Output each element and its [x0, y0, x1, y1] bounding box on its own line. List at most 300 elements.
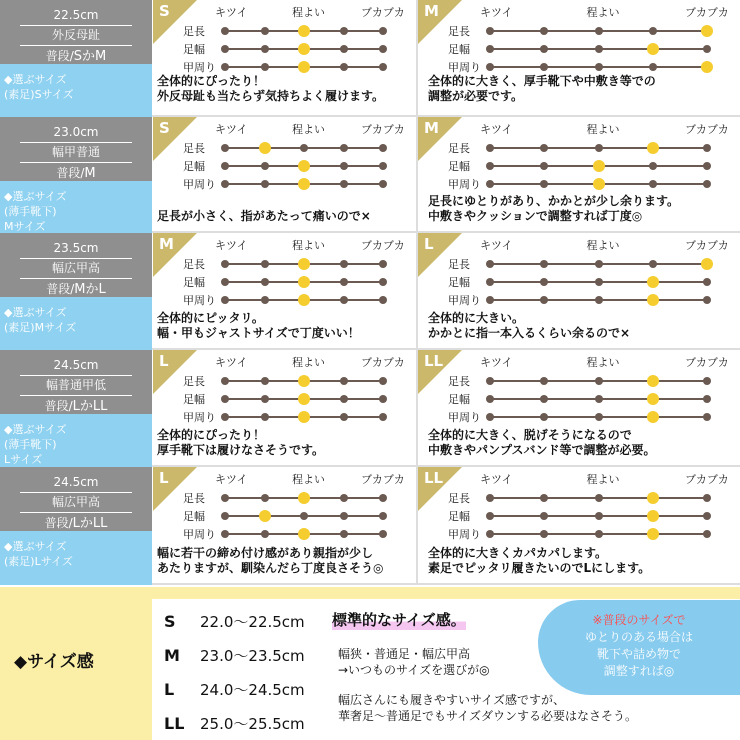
usual-prefix: 普段/ [46, 282, 75, 296]
usual-prefix: 普段/ [44, 516, 73, 530]
scale-dot [379, 180, 387, 188]
scale-dot [379, 45, 387, 53]
comment-line-2: 中敷きやクッションで調整すれば丁度◎ [428, 209, 643, 223]
scale-dot-selected [298, 294, 310, 306]
panel-divider [416, 467, 418, 585]
scale-dot [595, 512, 603, 520]
foot-profile [0, 467, 152, 531]
scale-dot [703, 530, 711, 538]
scale-dot [340, 296, 348, 304]
scale-dot [379, 144, 387, 152]
comment-line-2: 素足でピッタリ履きたいのでLにします。 [428, 561, 651, 575]
scale-dot [595, 494, 603, 502]
scale-label-loose: ブカブカ [685, 123, 729, 136]
scale-dot [379, 63, 387, 71]
scale-dot [379, 512, 387, 520]
panel-divider [416, 233, 418, 350]
scale-dot [340, 45, 348, 53]
scale-label-tight: キツイ [215, 473, 248, 486]
scale-dot [261, 260, 269, 268]
scale-dot-selected [298, 25, 310, 37]
scale-dot-selected [593, 178, 605, 190]
scale-dot-selected [298, 375, 310, 387]
scale-track-width [490, 48, 707, 50]
scale-dot [486, 395, 494, 403]
scale-dot [486, 162, 494, 170]
scale-dot [703, 512, 711, 520]
fit-section [0, 233, 740, 350]
scale-track-instep [490, 416, 707, 418]
scale-dot [340, 27, 348, 35]
scale-label-loose: ブカブカ [361, 6, 405, 19]
size-feel-label: ◆サイズ感 [14, 652, 94, 672]
usual-size [56, 166, 95, 180]
scale-dot [221, 494, 229, 502]
scale-label-loose: ブカブカ [685, 6, 729, 19]
comment-line-1: 全体的にぴったり！ [157, 428, 266, 442]
scale-dot [540, 278, 548, 286]
scale-dot-selected [647, 411, 659, 423]
size-row-l: L 24.0～24.5cm [164, 680, 305, 699]
scale-dot [486, 63, 494, 71]
size-corner-label: M [159, 235, 174, 253]
scale-dot-selected [647, 492, 659, 504]
scale-dot [221, 278, 229, 286]
size-row-s: S 22.0～22.5cm [164, 612, 305, 631]
fit-section [0, 117, 740, 233]
headline: 標準的なサイズ感。 [332, 611, 466, 629]
scale-label-ok: 程よい [292, 356, 325, 369]
scale-label-ok: 程よい [586, 123, 620, 136]
scale-dot [595, 296, 603, 304]
scale-dot-selected [298, 258, 310, 270]
scale-dot [379, 413, 387, 421]
size-panel-left [153, 117, 416, 231]
scale-dot-selected [259, 142, 271, 154]
scale-dot [595, 260, 603, 268]
comment-line-1: 全体的にピッタリ。 [157, 311, 264, 325]
scale-dot-selected [298, 61, 310, 73]
scale-dot-selected [647, 393, 659, 405]
scale-dot [540, 162, 548, 170]
comment-line-2: 外反母趾も当たらず気持ちよく履けます。 [157, 89, 385, 103]
scale-label-ok: 程よい [586, 356, 620, 369]
foot-length: 23.5cm [20, 239, 132, 259]
size-corner-label: S [159, 2, 170, 20]
chosen-size-line: ◆選ぶサイズ [4, 73, 67, 86]
fit-section [0, 350, 740, 467]
scale-dot [540, 144, 548, 152]
scale-dot [261, 494, 269, 502]
scale-dot [540, 45, 548, 53]
scale-dot-selected [298, 393, 310, 405]
comment-line-2: あたりますが、馴染んだら丁度良さそう◎ [157, 561, 384, 575]
scale-dot [340, 377, 348, 385]
chosen-size-line: (素足)Sサイズ [4, 88, 74, 101]
scale-track-length [225, 263, 383, 265]
scale-dot [486, 45, 494, 53]
foot-type: 幅広甲高 [20, 493, 132, 513]
scale-dot [649, 63, 657, 71]
row-label-instep: 甲周り [183, 411, 216, 424]
scale-dot [486, 413, 494, 421]
scale-dot [261, 377, 269, 385]
size-row-m: M 23.0～23.5cm [164, 646, 305, 665]
size-corner-label: M [424, 2, 439, 20]
scale-dot [221, 413, 229, 421]
scale-dot-selected [647, 276, 659, 288]
comment-line-1: 全体的にぴったり！ [157, 74, 266, 88]
scale-track-length [225, 147, 383, 149]
chosen-size-line: (薄手靴下) [4, 205, 57, 218]
usual-size-value: M [84, 166, 96, 181]
scale-dot [595, 278, 603, 286]
foot-type: 幅普通甲低 [20, 376, 132, 396]
scale-dot-selected [298, 43, 310, 55]
scale-dot [340, 494, 348, 502]
scale-label-tight: キツイ [480, 123, 513, 136]
scale-track-width [225, 398, 383, 400]
panel-divider [416, 350, 418, 467]
advice-line-2: ゆとりのある場合は [584, 630, 693, 644]
scale-dot [703, 494, 711, 502]
foot-length: 22.5cm [20, 6, 132, 26]
scale-dot [221, 260, 229, 268]
scale-dot [261, 395, 269, 403]
row-label-instep: 甲周り [183, 294, 216, 307]
row-label-length: 足長 [448, 492, 470, 505]
usual-size [46, 282, 106, 296]
scale-track-width [490, 165, 707, 167]
size-panel-right [418, 0, 740, 115]
scale-dot [221, 45, 229, 53]
scale-label-loose: ブカブカ [685, 239, 729, 252]
scale-dot [221, 296, 229, 304]
row-label-width: 足幅 [183, 160, 205, 173]
row-label-instep: 甲周り [448, 294, 481, 307]
scale-track-width [490, 515, 707, 517]
scale-dot [221, 63, 229, 71]
scale-dot [486, 377, 494, 385]
advice-line-3: 靴下や詰め物で [596, 647, 681, 661]
size-corner-label: LL [424, 352, 444, 370]
row-label-width: 足幅 [448, 276, 470, 289]
foot-info [0, 117, 152, 233]
scale-dot-selected [298, 160, 310, 172]
row-label-width: 足幅 [183, 276, 205, 289]
chosen-size [0, 297, 152, 350]
usual-prefix: 普段/ [45, 49, 74, 63]
scale-track-length [490, 147, 707, 149]
scale-dot [261, 296, 269, 304]
scale-label-loose: ブカブカ [361, 356, 405, 369]
scale-label-tight: キツイ [480, 6, 513, 19]
size-panel-right [418, 350, 740, 465]
scale-label-tight: キツイ [215, 6, 248, 19]
scale-dot [221, 162, 229, 170]
scale-dot [379, 260, 387, 268]
row-label-length: 足長 [183, 258, 205, 271]
size-panel-left [153, 350, 416, 465]
scale-dot [221, 395, 229, 403]
scale-dot [340, 260, 348, 268]
foot-type: 幅広甲高 [20, 259, 132, 279]
size-panel-left [153, 233, 416, 348]
scale-dot [540, 395, 548, 403]
scale-dot-selected [259, 510, 271, 522]
chosen-size [0, 64, 152, 117]
scale-dot [340, 162, 348, 170]
scale-dot [261, 180, 269, 188]
scale-label-tight: キツイ [480, 473, 513, 486]
scale-track-instep [490, 299, 707, 301]
scale-dot [540, 494, 548, 502]
scale-track-width [225, 165, 383, 167]
scale-dot-selected [701, 25, 713, 37]
scale-dot [261, 278, 269, 286]
comment-line-1: 全体的に大きく、厚手靴下や中敷き等での [428, 74, 656, 88]
foot-info [0, 350, 152, 467]
scale-dot [340, 413, 348, 421]
usual-prefix: 普段/ [56, 166, 85, 180]
scale-dot [221, 144, 229, 152]
scale-dot [595, 45, 603, 53]
note-4: 華奢足～普通足でもサイズダウンする必要はなさそう。 [338, 709, 638, 723]
scale-dot [340, 278, 348, 286]
chosen-size-line: (素足)Mサイズ [4, 321, 77, 334]
chosen-size-line: Mサイズ [4, 220, 46, 233]
size-corner-label: L [159, 352, 169, 370]
scale-dot-selected [647, 294, 659, 306]
scale-dot [340, 530, 348, 538]
scale-dot [540, 63, 548, 71]
scale-dot [379, 377, 387, 385]
size-panel-right [418, 467, 740, 583]
scale-label-ok: 程よい [586, 473, 620, 486]
foot-info [0, 0, 152, 117]
scale-dot [221, 530, 229, 538]
scale-dot [486, 260, 494, 268]
scale-dot [595, 413, 603, 421]
row-label-instep: 甲周り [183, 528, 216, 541]
scale-dot-selected [298, 528, 310, 540]
scale-dot [540, 27, 548, 35]
scale-dot [340, 512, 348, 520]
scale-label-loose: ブカブカ [361, 239, 405, 252]
scale-dot [486, 494, 494, 502]
scale-dot [221, 27, 229, 35]
scale-dot [379, 27, 387, 35]
row-label-length: 足長 [448, 25, 470, 38]
scale-dot [540, 530, 548, 538]
scale-track-instep [225, 533, 383, 535]
foot-length: 24.5cm [20, 473, 132, 493]
scale-label-loose: ブカブカ [685, 356, 729, 369]
comment-line-2: 厚手靴下は履けなさそうです。 [157, 443, 325, 457]
advice-line-1: ※普段のサイズで [592, 613, 686, 627]
row-label-length: 足長 [183, 375, 205, 388]
scale-dot [703, 144, 711, 152]
chosen-size-line: ◆選ぶサイズ [4, 190, 67, 203]
size-panel-right [418, 117, 740, 231]
row-label-length: 足長 [448, 375, 470, 388]
fit-section [0, 0, 740, 117]
note-3: 幅広さんにも履きやすいサイズ感ですが、 [338, 693, 566, 707]
scale-dot [340, 395, 348, 403]
chosen-size [0, 181, 152, 233]
scale-label-loose: ブカブカ [361, 473, 405, 486]
scale-dot [379, 296, 387, 304]
scale-dot [703, 180, 711, 188]
scale-dot [340, 63, 348, 71]
size-panel-right [418, 233, 740, 348]
scale-dot [540, 512, 548, 520]
scale-dot [340, 144, 348, 152]
size-corner-label: M [424, 119, 439, 137]
scale-dot [703, 413, 711, 421]
size-row-ll: LL 25.0～25.5cm [164, 714, 305, 733]
row-label-instep: 甲周り [448, 411, 481, 424]
scale-label-tight: キツイ [480, 356, 513, 369]
usual-size-value: LかLL [72, 516, 108, 531]
row-label-length: 足長 [448, 142, 470, 155]
scale-dot [221, 180, 229, 188]
scale-dot [540, 377, 548, 385]
scale-dot [649, 162, 657, 170]
size-corner-label: L [424, 235, 434, 253]
row-label-length: 足長 [183, 492, 205, 505]
comment-line-1: 足長にゆとりがあり、かかとが少し余ります。 [428, 194, 680, 208]
comment-line-2: 幅・甲もジャストサイズで丁度いい！ [157, 326, 360, 340]
scale-dot [595, 395, 603, 403]
size-corner-label: L [159, 469, 169, 487]
scale-dot [486, 27, 494, 35]
row-label-width: 足幅 [448, 160, 470, 173]
size-panel-left [153, 0, 416, 115]
chosen-size-line: (素足)Lサイズ [4, 555, 73, 568]
scale-dot [649, 180, 657, 188]
scale-dot [595, 63, 603, 71]
scale-dot-selected [298, 178, 310, 190]
chosen-size-line: ◆選ぶサイズ [4, 540, 67, 553]
scale-dot [221, 512, 229, 520]
scale-dot [540, 260, 548, 268]
foot-profile [0, 0, 152, 64]
scale-dot [486, 512, 494, 520]
scale-track-length [490, 380, 707, 382]
row-label-width: 足幅 [448, 393, 470, 406]
comment-line-1: 全体的に大きく、脱げそうになるので [428, 428, 632, 442]
scale-dot-selected [647, 43, 659, 55]
scale-track-instep [225, 66, 383, 68]
row-label-instep: 甲周り [448, 61, 481, 74]
scale-dot [486, 144, 494, 152]
scale-dot-selected [647, 528, 659, 540]
row-label-width: 足幅 [448, 43, 470, 56]
scale-dot [300, 144, 308, 152]
chosen-size-line: Lサイズ [4, 453, 43, 466]
scale-label-tight: キツイ [480, 239, 513, 252]
scale-dot-selected [298, 276, 310, 288]
scale-dot-selected [647, 375, 659, 387]
foot-length: 23.0cm [20, 123, 132, 143]
scale-dot [703, 278, 711, 286]
scale-track-width [225, 515, 383, 517]
row-label-instep: 甲周り [448, 528, 481, 541]
scale-dot [486, 296, 494, 304]
chosen-size [0, 531, 152, 585]
chosen-size [0, 414, 152, 467]
scale-track-instep [225, 299, 383, 301]
scale-dot [379, 162, 387, 170]
note-2: →いつものサイズを選びが◎ [338, 663, 490, 677]
scale-label-ok: 程よい [292, 123, 325, 136]
usual-size-value: LかLL [72, 399, 108, 414]
row-label-width: 足幅 [183, 43, 205, 56]
scale-dot [261, 162, 269, 170]
comment-line-1: 全体的に大きい。 [428, 311, 525, 325]
scale-dot [649, 27, 657, 35]
row-label-instep: 甲周り [183, 178, 216, 191]
foot-type: 幅甲普通 [20, 143, 132, 163]
scale-label-ok: 程よい [292, 239, 325, 252]
scale-track-width [225, 281, 383, 283]
scale-dot [595, 377, 603, 385]
chosen-size-line: ◆選ぶサイズ [4, 306, 67, 319]
scale-track-length [490, 497, 707, 499]
scale-dot [595, 530, 603, 538]
foot-type: 外反母趾 [20, 26, 132, 46]
scale-label-ok: 程よい [586, 239, 620, 252]
fit-section [0, 467, 740, 585]
row-label-length: 足長 [183, 142, 205, 155]
scale-track-length [225, 30, 383, 32]
comment-line-2: 中敷きやパンプスバンド等で調整が必要。 [428, 443, 656, 457]
row-label-width: 足幅 [183, 393, 205, 406]
scale-dot [261, 413, 269, 421]
scale-dot [540, 413, 548, 421]
usual-prefix: 普段/ [44, 399, 73, 413]
scale-dot-selected [647, 510, 659, 522]
scale-track-instep [490, 66, 707, 68]
scale-track-length [490, 263, 707, 265]
scale-track-width [225, 48, 383, 50]
scale-label-loose: ブカブカ [361, 123, 405, 136]
foot-info [0, 467, 152, 585]
scale-dot [261, 530, 269, 538]
advice-line-4: 調整すれば◎ [603, 664, 675, 678]
scale-label-tight: キツイ [215, 356, 248, 369]
scale-label-tight: キツイ [215, 123, 248, 136]
usual-size-value: MかL [74, 282, 106, 297]
foot-profile [0, 233, 152, 297]
scale-track-instep [225, 183, 383, 185]
comment-line-1: 足長が小さく、指があたって痛いので× [157, 209, 371, 223]
scale-dot [649, 260, 657, 268]
scale-dot [261, 45, 269, 53]
row-label-instep: 甲周り [448, 178, 481, 191]
scale-dot [703, 162, 711, 170]
scale-dot [261, 63, 269, 71]
row-label-length: 足長 [183, 25, 205, 38]
scale-label-ok: 程よい [586, 6, 620, 19]
row-label-length: 足長 [448, 258, 470, 271]
comment-line-1: 全体的に大きくカパカパします。 [428, 546, 608, 560]
scale-dot [379, 395, 387, 403]
scale-dot [595, 144, 603, 152]
foot-length: 24.5cm [20, 356, 132, 376]
scale-track-width [490, 281, 707, 283]
